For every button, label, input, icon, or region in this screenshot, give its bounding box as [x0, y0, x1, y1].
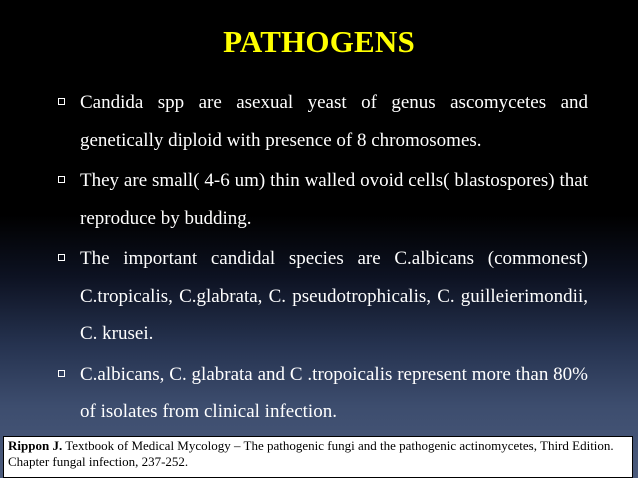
- bullet-text: The important candidal species are C.albicans (commonest) C.tropicalis, C.glabrata, C. pseudotrophicalis, C. guilleierimondii, C. krusei.: [80, 248, 588, 344]
- bullet-text: Candida spp are asexual yeast of genus ascomycetes and genetically diploid with presence of 8 chromosomes.: [80, 92, 588, 151]
- bullet-item: [56, 356, 588, 431]
- bullet-list: [56, 84, 588, 434]
- citation-author: Rippon J.: [8, 438, 63, 453]
- square-bullet-icon: [58, 370, 65, 377]
- bullet-item: [56, 84, 588, 159]
- square-bullet-icon: [58, 254, 65, 261]
- slide-title: PATHOGENS: [223, 24, 415, 59]
- citation-text: Textbook of Medical Mycology – The pathogenic fungi and the pathogenic actinomycetes, Third Edition. Chapter fungal infection, 237-252.: [8, 438, 614, 469]
- citation-box: [3, 436, 633, 478]
- bullet-item: [56, 240, 588, 353]
- square-bullet-icon: [58, 98, 65, 105]
- bullet-text: C.albicans, C. glabrata and C .tropoicalis represent more than 80% of isolates from clinical infection.: [80, 363, 588, 422]
- square-bullet-icon: [58, 176, 65, 183]
- bullet-item: [56, 162, 588, 237]
- bullet-text: They are small( 4-6 um) thin walled ovoid cells( blastospores) that reproduce by budding.: [80, 170, 588, 229]
